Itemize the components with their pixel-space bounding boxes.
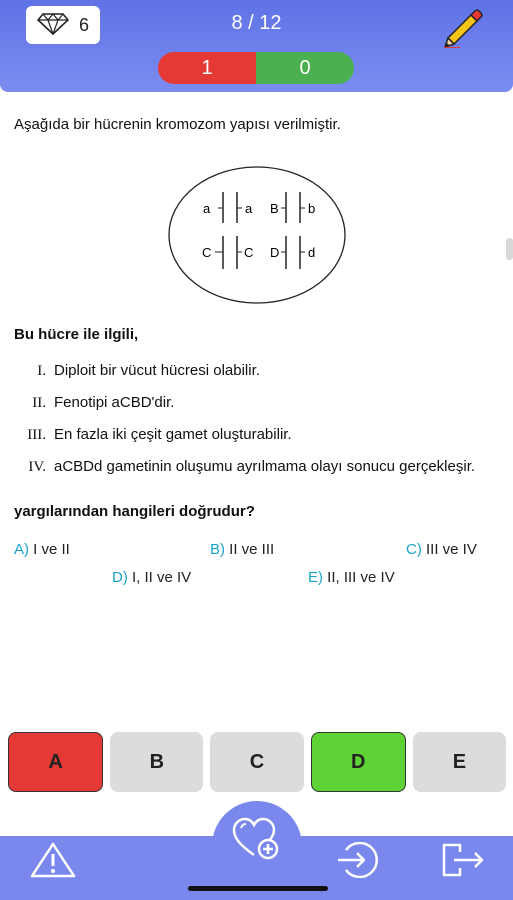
question-progress: 8 / 12 xyxy=(231,12,282,34)
chromosome-label: C xyxy=(244,245,254,260)
heart-plus-icon xyxy=(232,817,282,866)
statement-number: III. xyxy=(27,427,46,443)
statement-item xyxy=(14,424,512,446)
statement-number: I. xyxy=(37,363,46,379)
statement-text: En fazla iki çeşit gamet oluşturabilir. xyxy=(54,426,292,443)
answer-button-e[interactable]: E xyxy=(413,732,506,792)
option-c xyxy=(406,541,477,558)
chromosome-label: a xyxy=(245,201,253,216)
chromosome-label: b xyxy=(308,201,316,216)
home-indicator xyxy=(188,886,328,891)
option-a xyxy=(14,541,70,558)
option-letter: A) xyxy=(14,541,29,558)
chromosome-label: C xyxy=(202,245,212,260)
statement-text: aCBDd gametinin oluşumu ayrılmama olayı sonucu gerçekleşir. xyxy=(54,458,476,475)
answer-button-d[interactable]: D xyxy=(311,732,406,792)
option-letter: B) xyxy=(210,541,225,558)
pencil-icon[interactable] xyxy=(440,4,484,48)
score-bar xyxy=(158,52,354,84)
question-lead: Bu hücre ile ilgili, xyxy=(14,326,139,343)
statement-text: Fenotipi aCBD'dir. xyxy=(54,394,175,411)
answer-button-c[interactable]: C xyxy=(210,732,303,792)
chromosome-label: d xyxy=(308,245,316,260)
option-letter: D) xyxy=(112,569,128,586)
answer-buttons xyxy=(8,732,506,792)
statement-item xyxy=(14,456,512,478)
right-count: 0 xyxy=(256,52,354,84)
statement-item xyxy=(14,392,512,414)
statement-list xyxy=(14,360,512,488)
option-e xyxy=(308,569,395,586)
chromosome-label: a xyxy=(203,201,211,216)
warning-icon[interactable] xyxy=(30,842,76,883)
gem-count: 6 xyxy=(78,14,89,35)
option-d xyxy=(112,569,191,586)
option-text: I ve II xyxy=(33,541,70,558)
header-bar xyxy=(0,0,513,92)
option-text: II, III ve IV xyxy=(327,569,395,586)
option-text: I, II ve IV xyxy=(132,569,192,586)
answer-button-a[interactable]: A xyxy=(8,732,103,792)
scrollbar[interactable] xyxy=(506,238,513,260)
statement-text: Diploit bir vücut hücresi olabilir. xyxy=(54,362,260,379)
option-letter: C) xyxy=(406,541,422,558)
chromosome-label: D xyxy=(270,245,280,260)
question-ask: yargılarından hangileri doğrudur? xyxy=(14,503,255,520)
answer-button-b[interactable]: B xyxy=(110,732,203,792)
option-letter: E) xyxy=(308,569,323,586)
option-text: II ve III xyxy=(229,541,275,558)
enter-icon[interactable] xyxy=(336,842,382,883)
statement-number: II. xyxy=(32,395,46,411)
option-text: III ve IV xyxy=(426,541,477,558)
option-b xyxy=(210,541,274,558)
statement-item xyxy=(14,360,512,382)
wrong-count: 1 xyxy=(158,52,256,84)
cell-diagram xyxy=(168,166,346,304)
exit-icon[interactable] xyxy=(440,842,486,883)
question-intro: Aşağıda bir hücrenin kromozom yapısı verilmiştir. xyxy=(14,116,341,133)
chromosome-label: B xyxy=(270,201,279,216)
add-heart-button[interactable] xyxy=(212,801,302,891)
statement-number: IV. xyxy=(28,459,46,475)
